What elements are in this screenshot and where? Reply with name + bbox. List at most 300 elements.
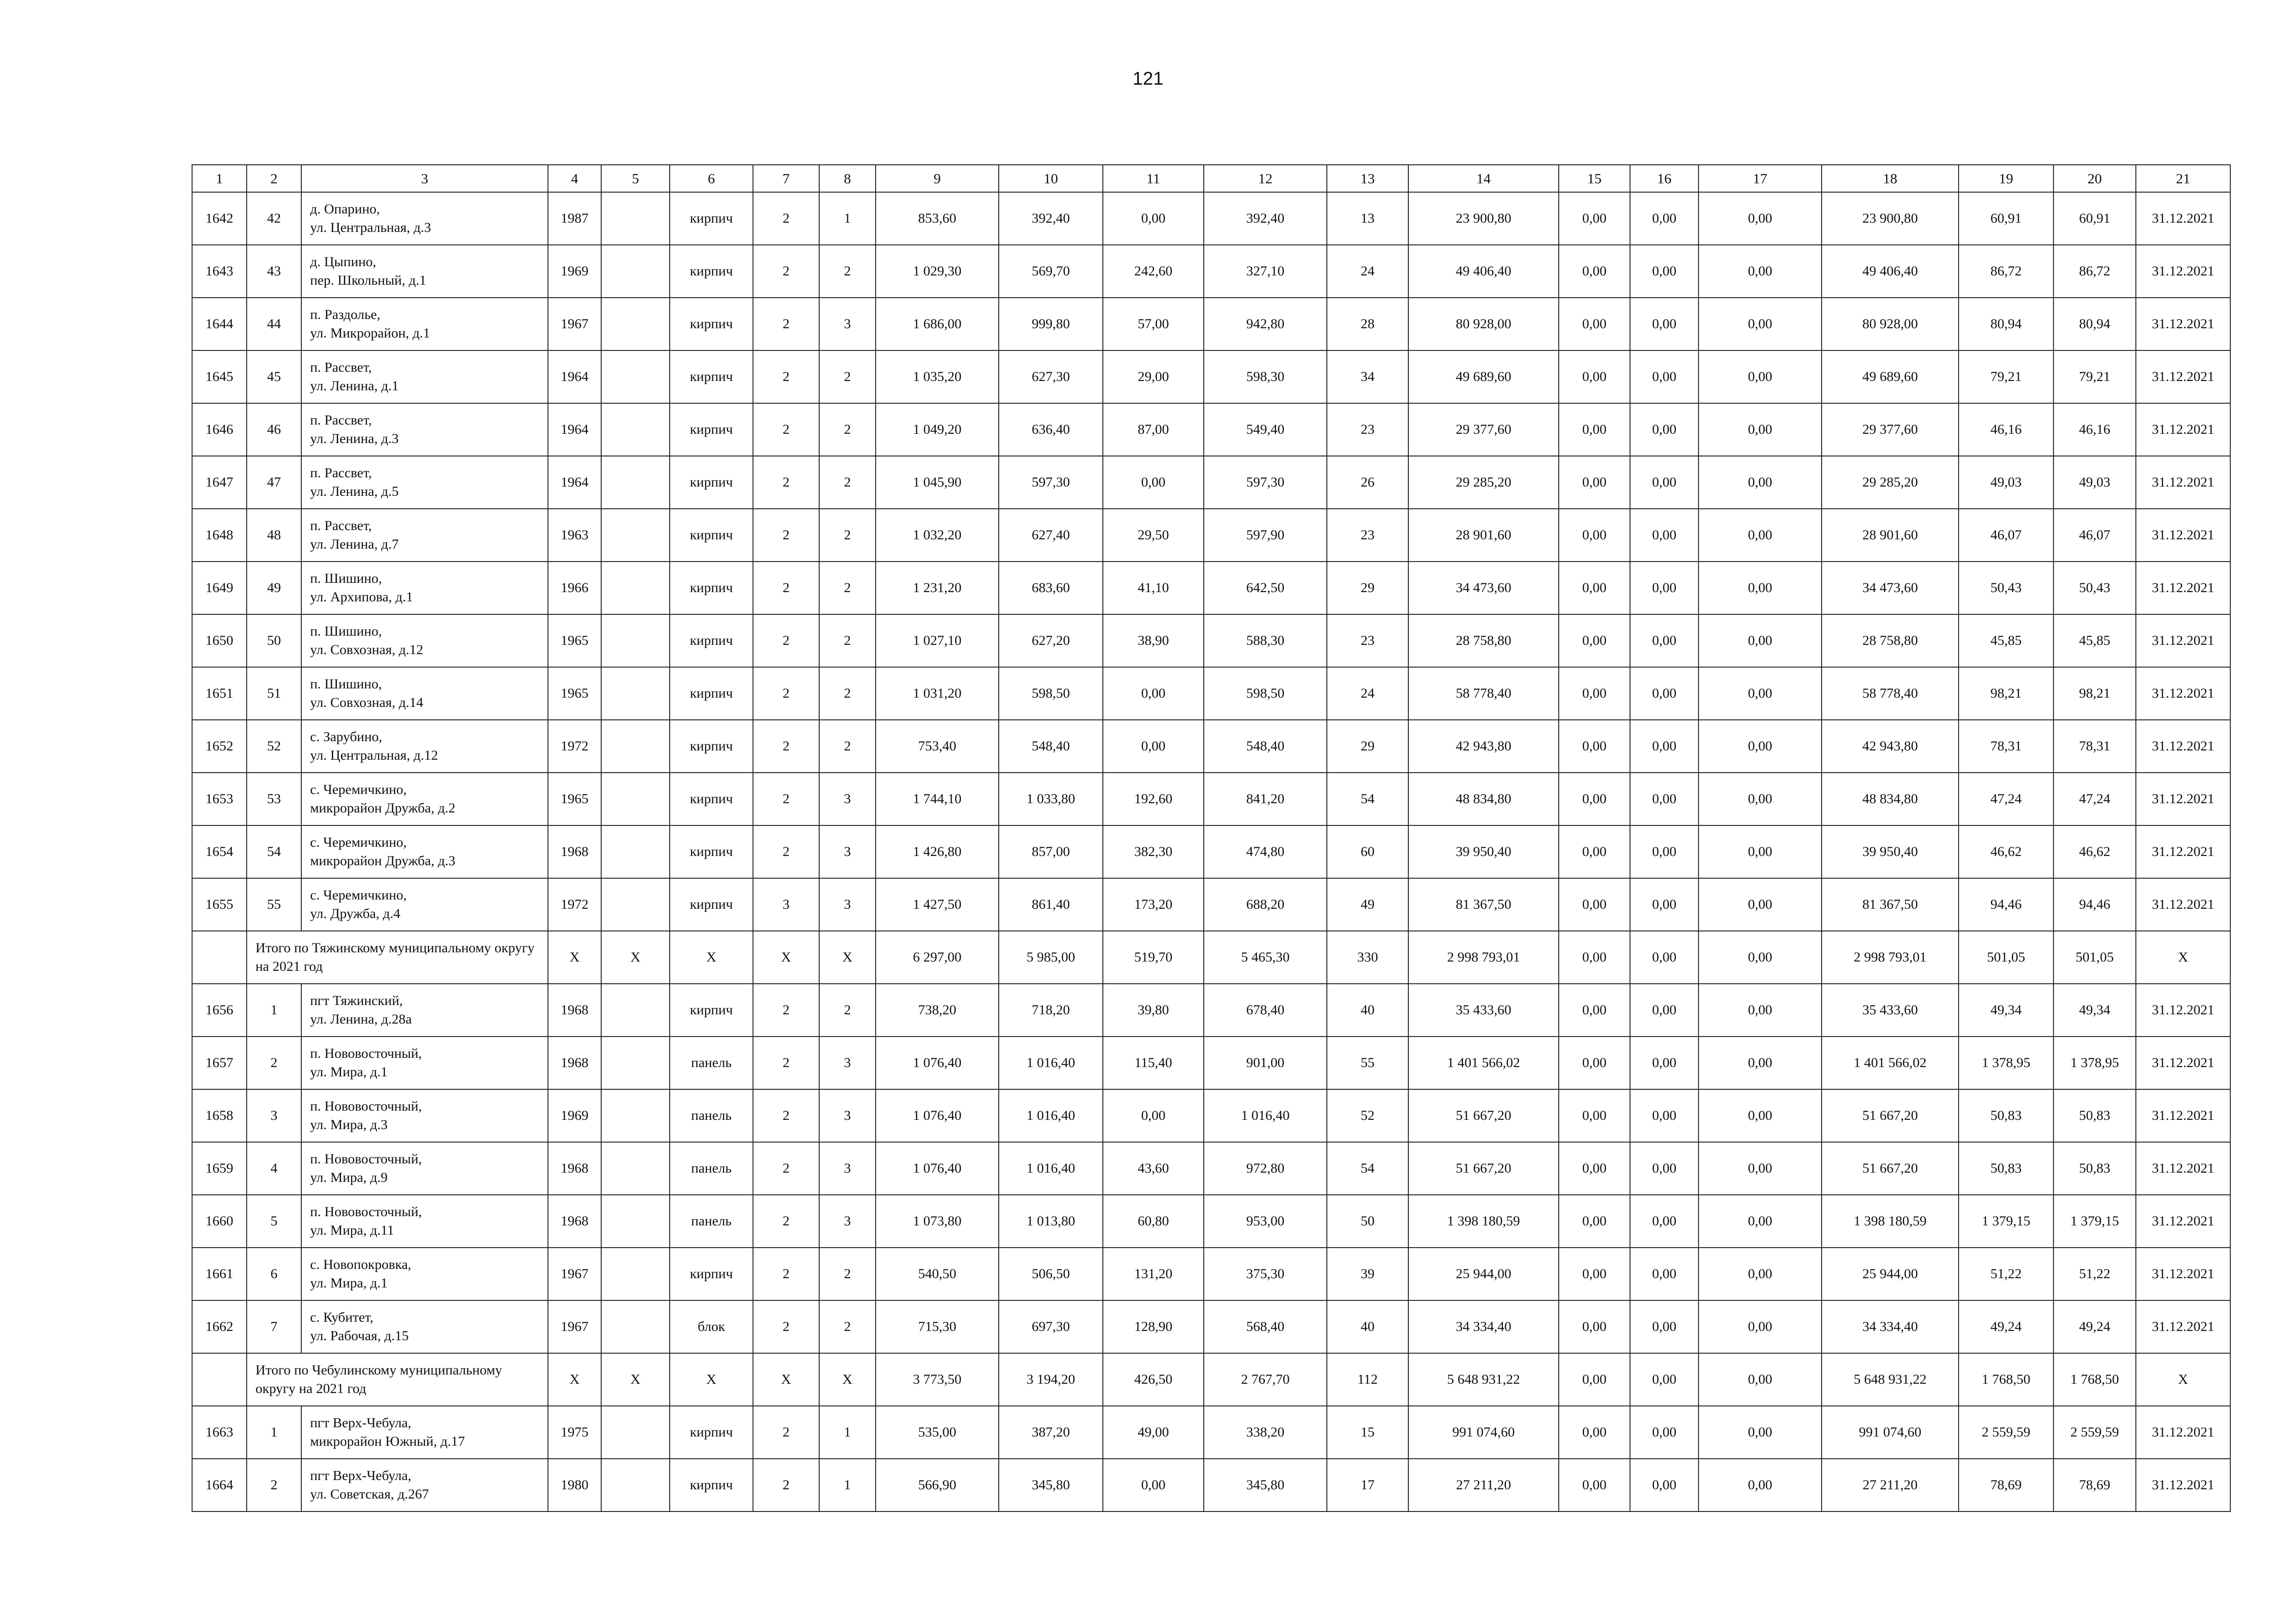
address-line: п. Рассвет, bbox=[310, 518, 372, 533]
table-cell: 3 bbox=[753, 878, 819, 931]
table-cell: 387,20 bbox=[999, 1406, 1103, 1459]
table-cell: 1968 bbox=[548, 1195, 601, 1248]
table-cell: 0,00 bbox=[1630, 878, 1699, 931]
table-cell: 112 bbox=[1327, 1353, 1408, 1406]
table-cell: 3 bbox=[819, 1195, 876, 1248]
table-cell: 2 bbox=[753, 773, 819, 825]
table-cell: 49,03 bbox=[1959, 456, 2053, 509]
table-cell: 51 667,20 bbox=[1408, 1089, 1559, 1142]
table-cell: кирпич bbox=[670, 1459, 753, 1512]
table-cell: 31.12.2021 bbox=[2136, 403, 2230, 456]
table-cell: 47,24 bbox=[1959, 773, 2053, 825]
table-cell: 1651 bbox=[192, 667, 247, 720]
table-cell: 566,90 bbox=[876, 1459, 999, 1512]
address-line: ул. Микрорайон, д.1 bbox=[310, 325, 430, 341]
table-cell: 1 013,80 bbox=[999, 1195, 1103, 1248]
table-cell: 549,40 bbox=[1204, 403, 1327, 456]
address-cell bbox=[301, 245, 548, 298]
table-cell: 38,90 bbox=[1103, 614, 1204, 667]
table-cell: 1 378,95 bbox=[2053, 1037, 2136, 1089]
table-cell: 0,00 bbox=[1630, 509, 1699, 562]
table-cell: 0,00 bbox=[1630, 245, 1699, 298]
table-cell: 52 bbox=[1327, 1089, 1408, 1142]
table-cell: 1969 bbox=[548, 245, 601, 298]
table-cell: 738,20 bbox=[876, 984, 999, 1037]
table-cell: 0,00 bbox=[1699, 509, 1822, 562]
table-cell: 0,00 bbox=[1699, 931, 1822, 984]
table-cell: 627,30 bbox=[999, 350, 1103, 403]
table-cell: 1 378,95 bbox=[1959, 1037, 2053, 1089]
table-cell: 53 bbox=[247, 773, 301, 825]
table-cell: 28 901,60 bbox=[1822, 509, 1959, 562]
table-row bbox=[192, 1037, 2230, 1089]
table-cell: 57,00 bbox=[1103, 298, 1204, 350]
table-cell: кирпич bbox=[670, 878, 753, 931]
table-cell: кирпич bbox=[670, 1248, 753, 1300]
table-cell: 31.12.2021 bbox=[2136, 562, 2230, 614]
table-cell: 48 834,80 bbox=[1822, 773, 1959, 825]
column-number-header-row bbox=[192, 165, 2230, 192]
address-line: п. Рассвет, bbox=[310, 412, 372, 428]
address-cell bbox=[301, 1195, 548, 1248]
table-cell: 0,00 bbox=[1630, 1248, 1699, 1300]
table-cell: 0,00 bbox=[1630, 403, 1699, 456]
table-cell: 2 bbox=[819, 245, 876, 298]
table-cell: 46,16 bbox=[1959, 403, 2053, 456]
address-line: ул. Ленина, д.1 bbox=[310, 378, 399, 394]
table-cell bbox=[601, 562, 670, 614]
address-cell bbox=[301, 456, 548, 509]
table-cell: 0,00 bbox=[1699, 1406, 1822, 1459]
table-cell: 1 bbox=[247, 984, 301, 1037]
table-cell: 0,00 bbox=[1699, 984, 1822, 1037]
table-cell bbox=[601, 1037, 670, 1089]
table-cell: 1662 bbox=[192, 1300, 247, 1353]
address-line: ул. Центральная, д.3 bbox=[310, 220, 431, 235]
table-cell: 0,00 bbox=[1630, 667, 1699, 720]
table-cell: 3 bbox=[819, 773, 876, 825]
table-cell: 1965 bbox=[548, 667, 601, 720]
address-line: п. Шишино, bbox=[310, 624, 382, 639]
table-cell: 6 bbox=[247, 1248, 301, 1300]
table-cell: 51,22 bbox=[2053, 1248, 2136, 1300]
table-row bbox=[192, 1300, 2230, 1353]
table-cell: 1655 bbox=[192, 878, 247, 931]
table-cell bbox=[601, 1195, 670, 1248]
table-cell: 1969 bbox=[548, 1089, 601, 1142]
table-cell: 1964 bbox=[548, 350, 601, 403]
table-cell: 3 bbox=[819, 1089, 876, 1142]
table-cell: X bbox=[601, 1353, 670, 1406]
table-cell: 2 bbox=[753, 614, 819, 667]
column-number-cell: 17 bbox=[1699, 165, 1822, 192]
table-cell: 98,21 bbox=[1959, 667, 2053, 720]
table-cell: 0,00 bbox=[1630, 350, 1699, 403]
table-cell: 29 bbox=[1327, 562, 1408, 614]
address-line: ул. Ленина, д.7 bbox=[310, 537, 399, 552]
address-line: ул. Ленина, д.28а bbox=[310, 1012, 412, 1027]
address-line: с. Черемичкино, bbox=[310, 887, 407, 903]
table-cell: 0,00 bbox=[1559, 298, 1630, 350]
table-cell: кирпич bbox=[670, 562, 753, 614]
table-cell: 0,00 bbox=[1559, 667, 1630, 720]
table-cell: 47,24 bbox=[2053, 773, 2136, 825]
table-cell: 588,30 bbox=[1204, 614, 1327, 667]
table-cell: 23 900,80 bbox=[1408, 192, 1559, 245]
subtotal-label: Итого по Тяжинскому муниципальному округу на 2021 год bbox=[247, 931, 548, 984]
table-cell: 31.12.2021 bbox=[2136, 1406, 2230, 1459]
table-row bbox=[192, 825, 2230, 878]
address-line: д. Опарино, bbox=[310, 201, 380, 217]
table-cell: 0,00 bbox=[1699, 1037, 1822, 1089]
table-cell: 31.12.2021 bbox=[2136, 614, 2230, 667]
table-cell: X bbox=[2136, 1353, 2230, 1406]
table-cell bbox=[601, 509, 670, 562]
table-cell: кирпич bbox=[670, 1406, 753, 1459]
address-cell bbox=[301, 614, 548, 667]
table-cell: 598,30 bbox=[1204, 350, 1327, 403]
table-cell: 31.12.2021 bbox=[2136, 984, 2230, 1037]
table-cell: 1 016,40 bbox=[999, 1142, 1103, 1195]
table-cell: 0,00 bbox=[1699, 720, 1822, 773]
address-line: микрорайон Южный, д.17 bbox=[310, 1434, 465, 1449]
table-cell: 2 bbox=[819, 667, 876, 720]
table-cell: 1649 bbox=[192, 562, 247, 614]
table-cell: 2 bbox=[753, 1142, 819, 1195]
table-cell: 29 285,20 bbox=[1822, 456, 1959, 509]
table-cell: X bbox=[670, 931, 753, 984]
table-cell: 31.12.2021 bbox=[2136, 1037, 2230, 1089]
table-cell bbox=[601, 192, 670, 245]
table-cell: 49,00 bbox=[1103, 1406, 1204, 1459]
table-cell: 1966 bbox=[548, 562, 601, 614]
table-cell: 1987 bbox=[548, 192, 601, 245]
table-cell: 51,22 bbox=[1959, 1248, 2053, 1300]
table-cell: 942,80 bbox=[1204, 298, 1327, 350]
table-cell: 0,00 bbox=[1630, 614, 1699, 667]
table-cell: 50,43 bbox=[2053, 562, 2136, 614]
table-row bbox=[192, 614, 2230, 667]
table-cell: 0,00 bbox=[1699, 245, 1822, 298]
table-cell: 0,00 bbox=[1699, 456, 1822, 509]
address-cell bbox=[301, 1089, 548, 1142]
table-cell: 7 bbox=[247, 1300, 301, 1353]
address-line: ул. Мира, д.11 bbox=[310, 1223, 394, 1238]
table-cell: 1963 bbox=[548, 509, 601, 562]
address-line: ул. Дружба, д.4 bbox=[310, 906, 400, 921]
table-cell: 0,00 bbox=[1103, 192, 1204, 245]
table-cell bbox=[601, 773, 670, 825]
table-cell: 60,91 bbox=[1959, 192, 2053, 245]
address-line: пгт Тяжинский, bbox=[310, 993, 403, 1008]
address-line: ул. Рабочая, д.15 bbox=[310, 1328, 409, 1343]
table-cell: 86,72 bbox=[2053, 245, 2136, 298]
table-cell: 688,20 bbox=[1204, 878, 1327, 931]
table-cell: 0,00 bbox=[1103, 720, 1204, 773]
table-cell: 31.12.2021 bbox=[2136, 298, 2230, 350]
table-cell: 474,80 bbox=[1204, 825, 1327, 878]
column-number-cell: 13 bbox=[1327, 165, 1408, 192]
table-cell: 1664 bbox=[192, 1459, 247, 1512]
table-cell: 51 bbox=[247, 667, 301, 720]
address-cell bbox=[301, 403, 548, 456]
table-cell: 0,00 bbox=[1630, 562, 1699, 614]
table-cell: 31.12.2021 bbox=[2136, 509, 2230, 562]
table-cell: кирпич bbox=[670, 667, 753, 720]
table-cell: 31.12.2021 bbox=[2136, 1300, 2230, 1353]
table-cell: 1 076,40 bbox=[876, 1142, 999, 1195]
address-cell bbox=[301, 1406, 548, 1459]
table-cell: 27 211,20 bbox=[1822, 1459, 1959, 1512]
table-cell: 1964 bbox=[548, 456, 601, 509]
address-line: ул. Мира, д.1 bbox=[310, 1275, 388, 1291]
table-cell: 0,00 bbox=[1630, 825, 1699, 878]
table-cell: 2 559,59 bbox=[2053, 1406, 2136, 1459]
table-cell: 953,00 bbox=[1204, 1195, 1327, 1248]
table-row bbox=[192, 984, 2230, 1037]
table-cell: 642,50 bbox=[1204, 562, 1327, 614]
table-cell: 1642 bbox=[192, 192, 247, 245]
table-cell: 192,60 bbox=[1103, 773, 1204, 825]
table-cell: 31.12.2021 bbox=[2136, 773, 2230, 825]
table-cell: 50,83 bbox=[1959, 1089, 2053, 1142]
address-cell bbox=[301, 1300, 548, 1353]
table-cell: 1 231,20 bbox=[876, 562, 999, 614]
table-cell: 0,00 bbox=[1699, 1353, 1822, 1406]
address-cell bbox=[301, 773, 548, 825]
table-cell: 1650 bbox=[192, 614, 247, 667]
table-cell: 540,50 bbox=[876, 1248, 999, 1300]
address-line: ул. Мира, д.3 bbox=[310, 1117, 388, 1132]
table-cell: 1967 bbox=[548, 1248, 601, 1300]
address-line: п. Шишино, bbox=[310, 571, 382, 586]
column-number-cell: 19 bbox=[1959, 165, 2053, 192]
table-cell: 42 bbox=[247, 192, 301, 245]
table-cell: 42 943,80 bbox=[1408, 720, 1559, 773]
table-cell: 0,00 bbox=[1630, 720, 1699, 773]
table-cell: 39 950,40 bbox=[1822, 825, 1959, 878]
housing-register-table bbox=[192, 164, 2231, 1512]
table-cell: 0,00 bbox=[1699, 825, 1822, 878]
address-cell bbox=[301, 667, 548, 720]
table-cell: 52 bbox=[247, 720, 301, 773]
table-cell: панель bbox=[670, 1142, 753, 1195]
table-cell: 80,94 bbox=[2053, 298, 2136, 350]
table-cell: 29 285,20 bbox=[1408, 456, 1559, 509]
table-row bbox=[192, 456, 2230, 509]
table-cell: 1 379,15 bbox=[2053, 1195, 2136, 1248]
table-cell: 0,00 bbox=[1559, 720, 1630, 773]
table-cell: 1968 bbox=[548, 825, 601, 878]
table-cell: 0,00 bbox=[1630, 1300, 1699, 1353]
table-cell: 3 bbox=[819, 825, 876, 878]
table-cell: 31.12.2021 bbox=[2136, 1195, 2230, 1248]
address-line: с. Новопокровка, bbox=[310, 1257, 411, 1272]
table-cell: 1644 bbox=[192, 298, 247, 350]
column-number-cell: 12 bbox=[1204, 165, 1327, 192]
table-cell: 2 bbox=[753, 1248, 819, 1300]
table-cell: 2 bbox=[819, 1248, 876, 1300]
table-cell: 2 bbox=[753, 1406, 819, 1459]
table-cell: 0,00 bbox=[1559, 878, 1630, 931]
table-cell: 2 bbox=[753, 562, 819, 614]
table-cell bbox=[601, 667, 670, 720]
table-row bbox=[192, 1142, 2230, 1195]
table-cell: 0,00 bbox=[1559, 1459, 1630, 1512]
column-number-cell: 15 bbox=[1559, 165, 1630, 192]
table-cell bbox=[601, 403, 670, 456]
table-cell bbox=[601, 456, 670, 509]
table-cell: панель bbox=[670, 1089, 753, 1142]
column-number-cell: 11 bbox=[1103, 165, 1204, 192]
table-cell: 548,40 bbox=[999, 720, 1103, 773]
table-cell: 0,00 bbox=[1559, 614, 1630, 667]
table-cell bbox=[601, 298, 670, 350]
table-cell: 28 bbox=[1327, 298, 1408, 350]
table-cell: 375,30 bbox=[1204, 1248, 1327, 1300]
table-cell: 47 bbox=[247, 456, 301, 509]
table-cell: 0,00 bbox=[1630, 1037, 1699, 1089]
table-cell: 79,21 bbox=[1959, 350, 2053, 403]
table-cell: 50,43 bbox=[1959, 562, 2053, 614]
table-cell: 81 367,50 bbox=[1822, 878, 1959, 931]
table-cell: 115,40 bbox=[1103, 1037, 1204, 1089]
table-cell: 1 bbox=[819, 1406, 876, 1459]
table-cell: 0,00 bbox=[1559, 403, 1630, 456]
address-line: п. Рассвет, bbox=[310, 360, 372, 375]
table-cell: 31.12.2021 bbox=[2136, 1248, 2230, 1300]
address-line: п. Нововосточный, bbox=[310, 1046, 422, 1061]
table-cell: 991 074,60 bbox=[1408, 1406, 1559, 1459]
table-cell: 338,20 bbox=[1204, 1406, 1327, 1459]
table-cell: 0,00 bbox=[1630, 984, 1699, 1037]
table-cell: 25 944,00 bbox=[1822, 1248, 1959, 1300]
table-cell: кирпич bbox=[670, 192, 753, 245]
table-cell: 2 bbox=[753, 825, 819, 878]
column-number-cell: 3 bbox=[301, 165, 548, 192]
table-cell: 0,00 bbox=[1559, 1353, 1630, 1406]
table-cell: 50 bbox=[1327, 1195, 1408, 1248]
table-cell: 0,00 bbox=[1559, 1195, 1630, 1248]
table-cell: 327,10 bbox=[1204, 245, 1327, 298]
table-cell: 1 768,50 bbox=[1959, 1353, 2053, 1406]
address-line: д. Цыпино, bbox=[310, 254, 376, 269]
table-cell: 131,20 bbox=[1103, 1248, 1204, 1300]
table-cell: 972,80 bbox=[1204, 1142, 1327, 1195]
table-cell: 1 049,20 bbox=[876, 403, 999, 456]
table-cell: кирпич bbox=[670, 403, 753, 456]
table-cell: 0,00 bbox=[1103, 1459, 1204, 1512]
table-row bbox=[192, 403, 2230, 456]
table-cell: 54 bbox=[1327, 1142, 1408, 1195]
address-line: с. Зарубино, bbox=[310, 729, 382, 744]
table-cell: X bbox=[819, 931, 876, 984]
address-line: с. Черемичкино, bbox=[310, 782, 407, 797]
table-cell: 2 bbox=[753, 245, 819, 298]
table-cell: 81 367,50 bbox=[1408, 878, 1559, 931]
table-cell: 0,00 bbox=[1630, 931, 1699, 984]
table-cell: 1661 bbox=[192, 1248, 247, 1300]
table-cell: 5 465,30 bbox=[1204, 931, 1327, 984]
table-cell: 1 426,80 bbox=[876, 825, 999, 878]
table-cell: 0,00 bbox=[1559, 1142, 1630, 1195]
table-cell: 45,85 bbox=[1959, 614, 2053, 667]
table-cell: 31.12.2021 bbox=[2136, 245, 2230, 298]
column-number-cell: 16 bbox=[1630, 165, 1699, 192]
table-cell: 1 401 566,02 bbox=[1822, 1037, 1959, 1089]
table-cell: 1656 bbox=[192, 984, 247, 1037]
table-cell: 0,00 bbox=[1699, 1248, 1822, 1300]
column-number-cell: 8 bbox=[819, 165, 876, 192]
address-cell bbox=[301, 1142, 548, 1195]
address-line: пгт Верх-Чебула, bbox=[310, 1415, 411, 1430]
table-cell: 0,00 bbox=[1559, 1089, 1630, 1142]
table-cell: 3 773,50 bbox=[876, 1353, 999, 1406]
table-cell: 2 559,59 bbox=[1959, 1406, 2053, 1459]
table-cell: 1 073,80 bbox=[876, 1195, 999, 1248]
table-cell: 49 689,60 bbox=[1408, 350, 1559, 403]
table-cell: 2 bbox=[753, 984, 819, 1037]
table-cell: 1 016,40 bbox=[1204, 1089, 1327, 1142]
table-row bbox=[192, 878, 2230, 931]
table-cell: 1 398 180,59 bbox=[1408, 1195, 1559, 1248]
address-cell bbox=[301, 1459, 548, 1512]
table-cell: 31.12.2021 bbox=[2136, 350, 2230, 403]
table-cell: 1 016,40 bbox=[999, 1089, 1103, 1142]
table-cell: 31.12.2021 bbox=[2136, 667, 2230, 720]
table-cell: 49,24 bbox=[1959, 1300, 2053, 1353]
table-cell: 46,62 bbox=[2053, 825, 2136, 878]
table-cell: 1 076,40 bbox=[876, 1089, 999, 1142]
table-cell: 697,30 bbox=[999, 1300, 1103, 1353]
column-number-cell: 6 bbox=[670, 165, 753, 192]
table-cell: 24 bbox=[1327, 245, 1408, 298]
table-cell: 128,90 bbox=[1103, 1300, 1204, 1353]
table-cell: 1968 bbox=[548, 984, 601, 1037]
subtotal-label: Итого по Чебулинскому муниципальному округу на 2021 год bbox=[247, 1353, 548, 1406]
address-line: ул. Совхозная, д.12 bbox=[310, 642, 423, 657]
table-cell bbox=[601, 1459, 670, 1512]
table-cell: 1 016,40 bbox=[999, 1037, 1103, 1089]
table-body bbox=[192, 165, 2230, 1512]
table-cell: 3 bbox=[819, 298, 876, 350]
table-cell: 0,00 bbox=[1630, 773, 1699, 825]
table-cell: 1663 bbox=[192, 1406, 247, 1459]
table-cell bbox=[601, 1300, 670, 1353]
address-line: микрорайон Дружба, д.3 bbox=[310, 853, 455, 868]
table-cell: 3 bbox=[819, 1142, 876, 1195]
table-cell: 28 901,60 bbox=[1408, 509, 1559, 562]
table-cell: 2 bbox=[819, 509, 876, 562]
table-cell: 753,40 bbox=[876, 720, 999, 773]
table-cell: 1 029,30 bbox=[876, 245, 999, 298]
table-cell: 678,40 bbox=[1204, 984, 1327, 1037]
address-line: п. Нововосточный, bbox=[310, 1204, 422, 1219]
table-cell: кирпич bbox=[670, 350, 753, 403]
table-cell: 636,40 bbox=[999, 403, 1103, 456]
address-cell bbox=[301, 825, 548, 878]
table-cell: 80 928,00 bbox=[1822, 298, 1959, 350]
table-cell: 1 032,20 bbox=[876, 509, 999, 562]
table-cell: X bbox=[548, 931, 601, 984]
table-cell: 35 433,60 bbox=[1408, 984, 1559, 1037]
subtotal-row bbox=[192, 1353, 2230, 1406]
table-cell: 0,00 bbox=[1699, 773, 1822, 825]
table-cell: 0,00 bbox=[1699, 192, 1822, 245]
table-cell: 48 834,80 bbox=[1408, 773, 1559, 825]
table-cell: 501,05 bbox=[2053, 931, 2136, 984]
table-cell: 2 bbox=[819, 614, 876, 667]
